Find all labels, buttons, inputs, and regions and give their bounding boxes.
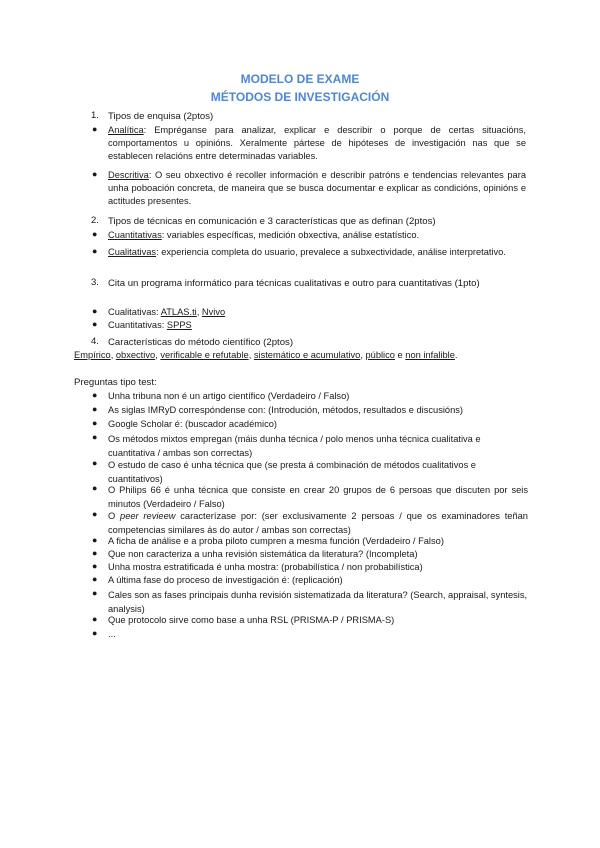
peer-rest: caracterízase por: (ser exclusivamente 2 persoas / que os examinadores teñan competencias similares ás do autor / ambas son correctas) [108,511,528,535]
separator: , [110,350,116,360]
term-cualitativas: Cualitativas [108,247,157,257]
bullet-icon: ● [92,229,98,239]
peer-prefix: O [108,511,121,521]
list-item [108,124,526,163]
list-item [108,246,526,259]
bullet-icon: ● [92,483,98,493]
test-question: Unha mostra estratificada é unha mostra: (probabilística / non probabilística) [108,562,423,572]
section-3-number: 3. [91,277,99,288]
section-1-heading: Tipos de enquisa (2ptos) [108,111,214,122]
separator: , [196,307,202,317]
link-atlas-ti[interactable]: ATLAS.ti [160,307,197,317]
test-question: Cales son as fases principais dunha revisión sistematizada da literatura? (Search, appraisal, syntesis, analysis) [108,590,528,614]
bullet-icon: ● [92,588,98,598]
bullet-icon: ● [92,319,98,329]
test-question: Os métodos mixtos empregan (máis dunha técnica / polo menos unha técnica cualitativa e cuantitativa / ambas son correctas) [108,434,481,458]
bullet-icon: ● [92,561,98,571]
bullet-icon: ● [92,535,98,545]
separator: . [454,350,458,360]
bullet-icon: ● [92,548,98,558]
document-title: MODELO DE EXAME [240,72,360,86]
bullet-icon: ● [92,432,98,442]
section-4-number: 4. [91,336,99,347]
quantitative-label: Cuantitativas: [108,320,167,330]
separator: , [155,350,161,360]
char-verificable: verificable e refutable [160,350,249,360]
section-4-heading: Características do método científico (2ptos) [108,337,294,348]
bullet-icon: ● [92,390,98,400]
test-question: As siglas IMRyD correspóndense con: (Introdución, métodos, resultados e discusións) [108,405,463,415]
test-heading: Preguntas tipo test: [74,377,157,388]
bullet-icon: ● [92,614,98,624]
test-question: Unha tribuna non é un artigo científico (Verdadeiro / Falso) [108,391,350,401]
list-item [108,306,225,319]
test-question: Que non caracteriza a unha revisión sistemática da literatura? (Incompleta) [108,549,418,559]
definition-cuantitativas: : variables específicas, medición obxectiva, análise estatístico. [161,230,420,240]
qualitative-label: Cualitativas: [108,307,161,317]
list-item [108,169,526,208]
scientific-method-characteristics [74,349,458,362]
section-3-heading: Cita un programa informático para técnicas cualitativas e outro para cuantitativas (1pto) [108,278,480,289]
test-question: O estudo de caso é unha técnica que (se presta á combinación de métodos cualitativos e cuantitativos) [108,460,476,484]
separator: e [394,350,406,360]
definition-cualitativas: : experiencia completa do usuario, prevalece a subxectividade, análise interpretativo. [156,247,506,257]
peer-review-term: peer revieew [120,511,176,521]
document-subtitle: MÉTODOS DE INVESTIGACIÓN [210,90,390,104]
link-nvivo[interactable]: Nvivo [201,307,226,317]
bullet-icon: ● [92,169,98,179]
bullet-icon: ● [92,124,98,134]
char-sistematico: sistemático e acumulativo [253,350,361,360]
term-descritiva: Descritiva [108,170,149,180]
separator: , [360,350,366,360]
char-empirico: Empírico [74,350,111,360]
term-cuantitativas: Cuantitativas [108,230,162,240]
char-non-infalible: non infalible [405,350,455,360]
term-analitica: Analítica [108,125,144,135]
section-2-heading: Tipos de técnicas en comunicación e 3 características que as definan (2ptos) [108,216,436,227]
test-question: O Philips 66 é unha técnica que consiste en crear 20 grupos de 6 persoas que discuten por seis minutos (Verdadeiro / Falso) [108,485,528,509]
bullet-icon: ● [92,306,98,316]
bullet-icon: ● [92,574,98,584]
test-question: A última fase do proceso de investigación é: (replicación) [108,575,343,585]
char-publico: público [365,350,395,360]
char-obxectivo: obxectivo [115,350,156,360]
bullet-icon: ● [92,418,98,428]
section-1-number: 1. [91,110,99,121]
definition-analitica: : Empréganse para analizar, explicar e describir o porque de certas situacións, comportamentos u opinións. Xeralmente pártese de hipóteses de investigación nas que se establecen relacións entre determinadas variables. [108,125,526,161]
test-question: Que protocolo sirve como base a unha RSL (PRISMA-P / PRISMA-S) [108,615,395,625]
bullet-icon: ● [92,628,98,638]
test-question-peer-review [108,509,528,537]
section-2-number: 2. [91,215,99,226]
definition-descritiva: : O seu obxectivo é recoller información e describir patróns e tendencias relevantes para unha poboación concreta, de maneira que se busca documentar e explicar as condicións, opinións e actitudes presentes. [108,170,526,206]
bullet-icon: ● [92,458,98,468]
bullet-icon: ● [92,404,98,414]
test-question-ellipsis: ... [108,629,116,639]
bullet-icon: ● [92,246,98,256]
separator: , [248,350,254,360]
bullet-icon: ● [92,509,98,519]
test-question: Google Scholar é: (buscador académico) [108,419,277,429]
test-question: A ficha de análise e a proba piloto cumpren a mesma función (Verdadeiro / Falso) [108,536,444,546]
link-spps[interactable]: SPPS [166,320,192,330]
list-item [108,319,192,332]
list-item [108,229,526,242]
